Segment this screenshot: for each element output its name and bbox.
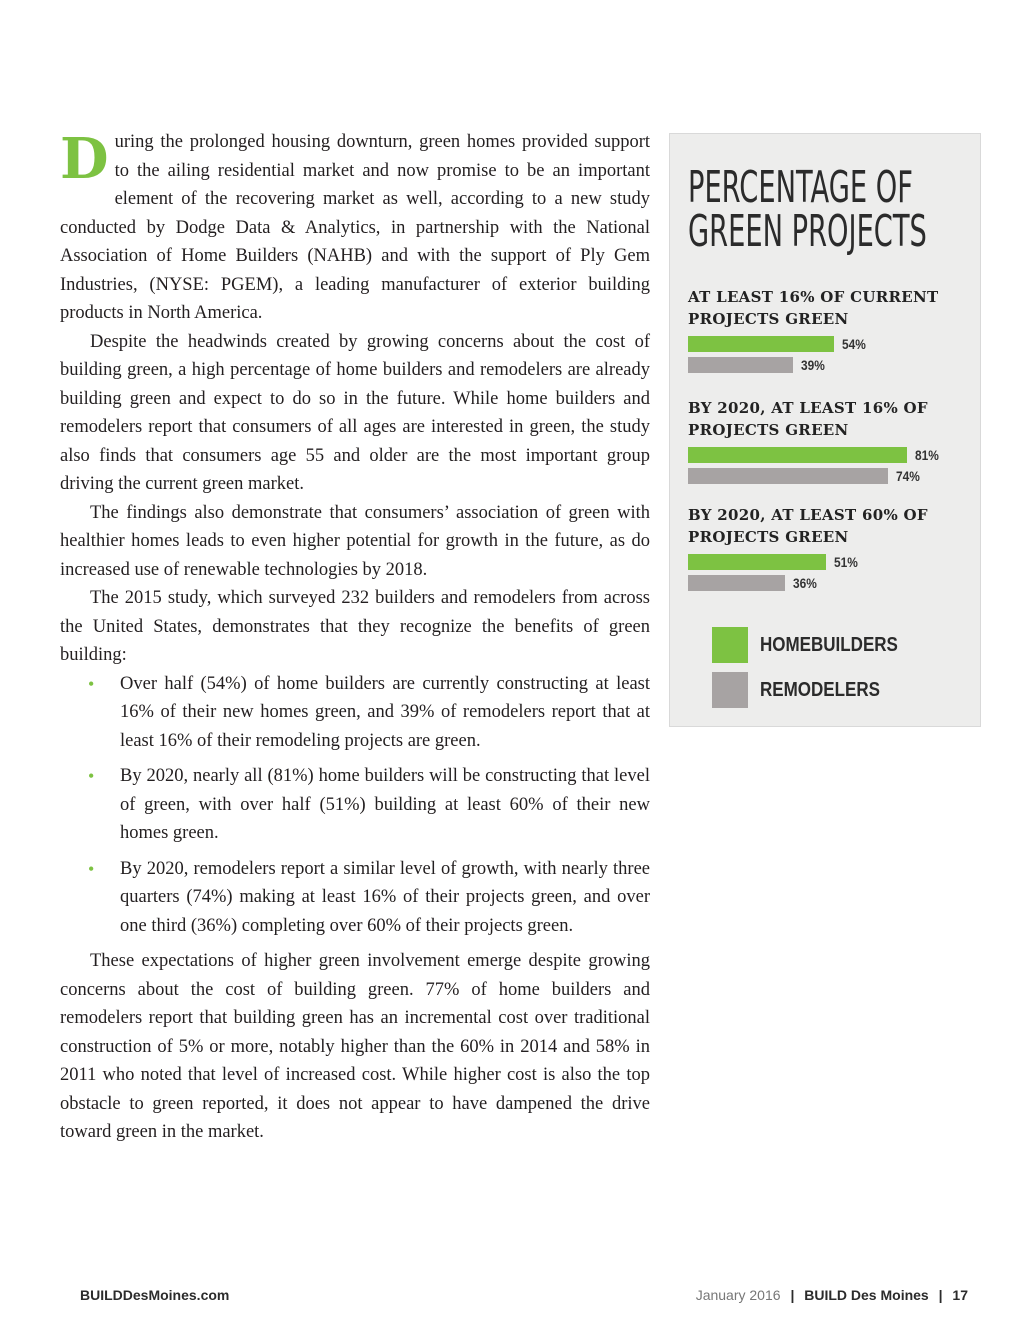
chart-bar xyxy=(688,554,826,570)
bullet-text: By 2020, remodelers report a similar level of growth, with nearly three quarters (74%) making at least 16% of their projects green, and over one third (36%) completing over 60% of their projects green. xyxy=(120,858,650,936)
article-paragraph: These expectations of higher green involvement emerge despite growing concerns about the cost of building green. 77% of home builders and remodelers report that building green has an incremental cost over traditional construction of 5% or more, notably higher than the 60% in 2014 and 58% in 2011 who noted that level of increased cost. While higher cost is also the top obstacle to green reported, it does not appear to have dampened the drive toward green in the market. xyxy=(60,951,650,1142)
article-paragraph: The 2015 study, which surveyed 232 builders and remodelers from across the United States, demonstrates that they recognize the benefits of green building: xyxy=(60,588,650,665)
article-paragraph xyxy=(60,128,650,328)
legend-label: HOMEBUILDERS xyxy=(760,634,898,656)
bullet-item xyxy=(60,670,650,756)
legend-swatch xyxy=(712,627,748,663)
bullet-item xyxy=(60,855,650,941)
chart-category-label: BY 2020, AT LEAST 60% OF PROJECTS GREEN xyxy=(688,506,928,546)
footer-separator: | xyxy=(938,1287,943,1303)
chart-data-label: 74% xyxy=(895,468,920,484)
chart-title-line: GREEN PROJECTS xyxy=(688,206,927,257)
bullet-text: By 2020, nearly all (81%) home builders will be constructing that level of green, with over half (51%) building at least 60% of their new homes green. xyxy=(120,766,650,843)
footer-site-url: BUILDDesMoines.com xyxy=(80,1287,230,1303)
bullet-icon: • xyxy=(88,858,95,879)
footer-info xyxy=(696,1287,968,1303)
chart-data-label: 36% xyxy=(793,575,818,591)
footer-publication: BUILD Des Moines xyxy=(804,1287,929,1303)
chart-category-label: BY 2020, AT LEAST 16% OF PROJECTS GREEN xyxy=(688,399,928,439)
chart-title-line: PERCENTAGE OF xyxy=(688,162,913,213)
bullet-icon: • xyxy=(88,766,95,786)
chart-category-label: AT LEAST 16% OF CURRENT PROJECTS GREEN xyxy=(688,288,939,328)
chart-bar xyxy=(688,468,888,484)
bullet-item xyxy=(60,762,650,848)
paragraph-text: uring the prolonged housing downturn, green homes provided support to the ailing residential market and now promise to be an important element of the recovering market as well, according to a new study conducted by Dodge Data & Analytics, in partnership with the National Association of Home Builders (NAHB) and with the support of Ply Gem Industries, (NYSE: PGEM), a leading manufacturer of exterior building products in North America. xyxy=(60,132,650,323)
bullet-text: Over half (54%) of home builders are currently constructing at least 16% of their new homes green, and 39% of remodelers report that at least 16% of their remodeling projects are green. xyxy=(120,673,650,751)
chart-sidebar xyxy=(669,133,981,727)
article-paragraph: Despite the headwinds created by growing concerns about the cost of building green, a high percentage of home builders and remodelers are already building green and expect to do so in the future. While home builders and remodelers report that consumers of all ages are interested in green, the study also finds that consumers age 55 and older are the most important group driving the current green market. xyxy=(60,331,650,494)
footer-page-number: 17 xyxy=(952,1287,968,1303)
chart-bar xyxy=(688,336,834,352)
chart-bar xyxy=(688,447,907,463)
chart-title xyxy=(688,162,948,257)
article-paragraph: The findings also demonstrate that consumers’ association of green with healthier homes leads to even higher potential for growth in the future, as do increased use of renewable technologies by 2018. xyxy=(60,502,650,580)
chart-bar xyxy=(688,575,785,591)
chart-data-label: 39% xyxy=(801,357,826,373)
footer-date: January 2016 xyxy=(695,1287,781,1303)
legend-swatch xyxy=(712,672,748,708)
legend-label: REMODELERS xyxy=(760,679,880,701)
bullet-icon: • xyxy=(88,673,95,694)
footer-separator: | xyxy=(790,1287,795,1303)
bullet-list xyxy=(60,670,650,941)
article-body xyxy=(60,128,650,1147)
chart-data-label: 54% xyxy=(841,336,866,352)
chart-data-label: 81% xyxy=(914,447,939,463)
drop-cap: D xyxy=(60,126,109,192)
chart-bar xyxy=(688,357,793,373)
chart-data-label: 51% xyxy=(833,554,858,570)
